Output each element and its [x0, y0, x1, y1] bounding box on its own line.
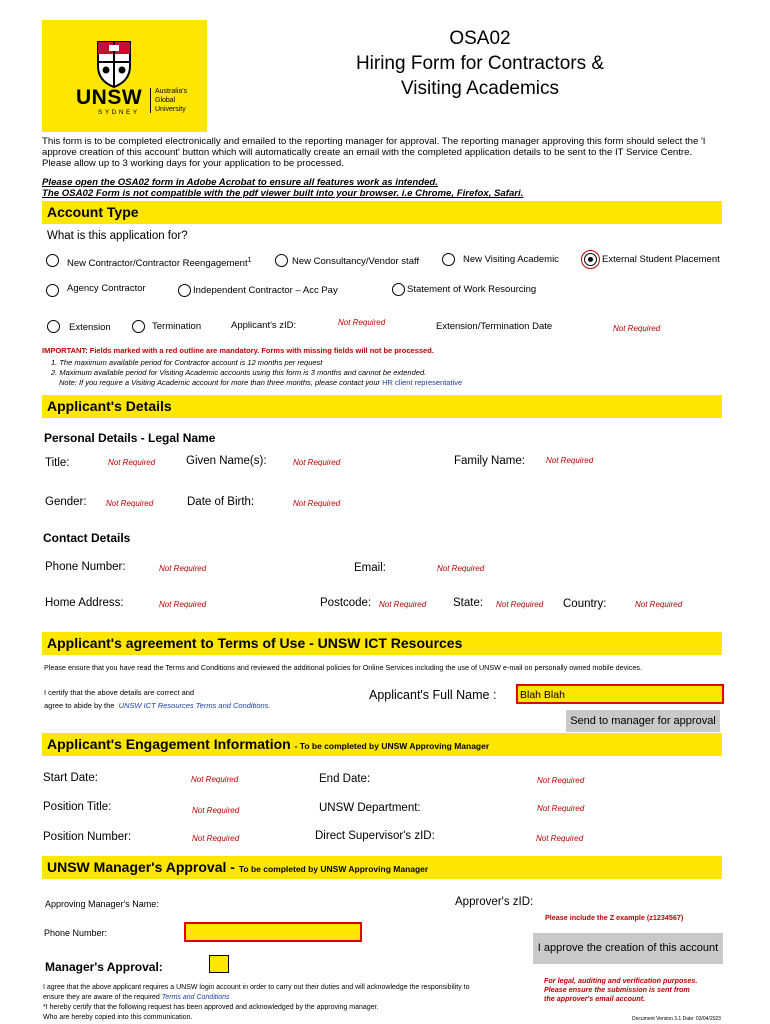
legal-note-line2: Please ensure the submission is sent from: [544, 985, 690, 994]
postcode-field[interactable]: Not Required: [379, 600, 427, 609]
engagement-heading: [42, 733, 722, 756]
department-field[interactable]: Not Required: [537, 804, 585, 813]
unsw-logo: [42, 20, 207, 132]
label-zid: Applicant's zID:: [231, 320, 297, 331]
radio-agency[interactable]: [46, 284, 59, 297]
personal-details-heading: Personal Details - Legal Name: [44, 431, 216, 445]
note-3: Note: If you require a Visiting Academic account for more than three months, please contact your HR client representative: [59, 378, 463, 387]
given-name-field[interactable]: Not Required: [293, 458, 341, 467]
label-visiting-academic: New Visiting Academic: [463, 254, 559, 265]
label-dob: Date of Birth:: [187, 496, 255, 508]
form-title-line1: Hiring Form for Contractors &: [355, 53, 605, 74]
form-code: OSA02: [449, 28, 511, 49]
label-title: Title:: [45, 457, 70, 469]
terms-text: Please ensure that you have read the Terms and Conditions and reviewed the additional policies for Online Services including the use of UNSW e-mail on personally owned mobile devices.: [44, 663, 642, 672]
approval-checkbox[interactable]: [209, 955, 229, 973]
label-given-name: Given Name(s):: [186, 455, 267, 467]
label-state: State:: [453, 597, 484, 609]
radio-termination[interactable]: [132, 320, 145, 333]
label-consultancy: New Consultancy/Vendor staff: [292, 256, 420, 267]
radio-independent[interactable]: [178, 284, 191, 297]
terms-heading: Applicant's agreement to Terms of Use - UNSW ICT Resources: [42, 632, 722, 655]
label-agency: Agency Contractor: [67, 283, 146, 294]
label-manager-approval: Manager's Approval:: [45, 960, 163, 974]
label-manager-name: Approving Manager's Name:: [45, 899, 159, 909]
crest-icon: [94, 38, 134, 88]
warning-line1: Please open the OSA02 form in Adobe Acrobat to ensure all features work as intended.: [42, 177, 438, 188]
logo-tagline: Australia's Global University: [155, 88, 188, 113]
note-2: 2. Maximum available period for Visiting Academic accounts using this form is 3 months and cannot be extended.: [51, 368, 427, 377]
phone-field[interactable]: Not Required: [159, 564, 207, 573]
label-email: Email:: [354, 562, 386, 574]
logo-wordmark: UNSW: [76, 86, 143, 109]
label-country: Country:: [563, 598, 607, 610]
form-title-line2: Visiting Academics: [400, 78, 560, 99]
label-end-date: End Date:: [319, 773, 371, 785]
label-independent: Independent Contractor – Acc Pay: [193, 285, 338, 296]
radio-new-contractor[interactable]: [46, 254, 59, 267]
terms-conditions-link[interactable]: Terms and Conditions: [161, 994, 230, 1001]
label-postcode: Postcode:: [320, 597, 372, 609]
label-ext-date: Extension/Termination Date: [436, 321, 553, 332]
label-department: UNSW Department:: [319, 802, 421, 814]
applicant-details-heading: Applicant's Details: [42, 395, 722, 418]
hr-rep-link[interactable]: HR client representative: [382, 378, 463, 387]
intro-text: This form is to be completed electronically and emailed to the reporting manager for approval. The reporting manager approving this form should select the 'I approve creation of this account' button which will automatically create an email with the completed application details to be sent to the IT Service Centre. Please allow up to 3 working days for your application to be processed.: [42, 136, 706, 169]
logo-divider: [150, 88, 151, 113]
send-to-manager-button[interactable]: Send to manager for approval: [566, 710, 720, 732]
certify-line2: agree to abide by the UNSW ICT Resources Terms and Conditions.: [44, 701, 271, 710]
account-notes: [51, 358, 462, 388]
dob-field[interactable]: Not Required: [293, 499, 341, 508]
engagement-sub: - To be completed by UNSW Approving Manager: [294, 741, 490, 751]
label-position-title: Position Title:: [43, 801, 112, 813]
note-1: 1. The maximum available period for Contractor account is 12 months per request: [51, 358, 323, 367]
end-date-field[interactable]: Not Required: [537, 776, 585, 785]
address-field[interactable]: Not Required: [159, 600, 207, 609]
manager-approval-heading: [42, 856, 722, 879]
label-new-contractor: New Contractor/Contractor Reengagement$^1$: [67, 257, 252, 270]
family-name-field[interactable]: Not Required: [546, 456, 594, 465]
full-name-input[interactable]: Blah Blah: [516, 684, 724, 704]
label-extension: Extension: [69, 322, 111, 333]
label-family-name: Family Name:: [454, 455, 525, 467]
engagement-title: Applicant's Engagement Information: [47, 736, 291, 752]
label-sow: Statement of Work Resourcing: [407, 284, 537, 295]
radio-sow[interactable]: [392, 283, 405, 296]
label-phone: Phone Number:: [45, 561, 126, 573]
label-gender: Gender:: [45, 496, 87, 508]
zid-field[interactable]: Not Required: [338, 318, 386, 327]
radio-external-placement[interactable]: [584, 253, 597, 266]
ict-terms-link[interactable]: UNSW ICT Resources Terms and Conditions.: [118, 701, 271, 710]
application-question: What is this application for?: [47, 230, 188, 242]
label-external-placement: External Student Placement: [602, 254, 720, 265]
radio-visiting-academic[interactable]: [442, 253, 455, 266]
label-approver-zid: Approver's zID:: [455, 896, 534, 908]
legal-note: [544, 976, 697, 1003]
contact-details-heading: Contact Details: [43, 531, 131, 545]
z-example-hint: Please include the Z example (z1234567): [545, 913, 684, 922]
label-supervisor: Direct Supervisor's zID:: [315, 830, 435, 842]
warning-line2: The OSA02 Form is not compatible with the pdf viewer built into your browser. i.e Chrome, Firefox, Safari.: [42, 188, 524, 199]
manager-phone-input[interactable]: [184, 922, 362, 942]
label-full-name: Applicant's Full Name :: [369, 688, 497, 702]
supervisor-field[interactable]: Not Required: [536, 834, 584, 843]
logo-city: SYDNEY: [98, 109, 140, 116]
agreement-text: [43, 983, 523, 1023]
position-title-field[interactable]: Not Required: [192, 806, 240, 815]
agree-line2: ensure they are aware of the required Terms and Conditions: [43, 994, 230, 1001]
radio-extension[interactable]: [47, 320, 60, 333]
email-field[interactable]: Not Required: [437, 564, 485, 573]
legal-note-line1: For legal, auditing and verification purposes.: [544, 976, 698, 985]
approve-account-button[interactable]: I approve the creation of this account: [533, 933, 723, 964]
country-field[interactable]: Not Required: [635, 600, 683, 609]
agree-line1: I agree that the above applicant requires a UNSW login account in order to carry out their duties and will acknowledge the responsibility to: [43, 984, 470, 991]
gender-field[interactable]: Not Required: [106, 499, 154, 508]
account-type-heading: Account Type: [42, 201, 722, 224]
label-address: Home Address:: [45, 597, 124, 609]
agree-line4: Who are hereby copied into this communication.: [43, 1014, 193, 1021]
ext-date-field[interactable]: Not Required: [613, 324, 661, 333]
acrobat-warning: [42, 177, 722, 199]
label-termination: Termination: [152, 321, 202, 332]
agree-line3: *I hereby certify that the following request has been approved and acknowledged by the approving manager.: [43, 1004, 379, 1011]
state-field[interactable]: Not Required: [496, 600, 544, 609]
radio-consultancy[interactable]: [275, 254, 288, 267]
document-version: Document Version 3.1 Date: 03/04/2023: [632, 1016, 721, 1022]
certify-line1: I certify that the above details are correct and: [44, 688, 195, 697]
title-field[interactable]: Not Required: [108, 458, 156, 467]
label-start-date: Start Date:: [43, 772, 98, 784]
label-manager-phone: Phone Number:: [44, 928, 108, 938]
legal-note-line3: the approver's email account.: [544, 994, 646, 1003]
important-notice: IMPORTANT: Fields marked with a red outline are mandatory. Forms with missing fields will not be processed.: [42, 346, 434, 355]
manager-sub: To be completed by UNSW Approving Manager: [238, 864, 429, 874]
form-title: [330, 26, 630, 101]
start-date-field[interactable]: Not Required: [191, 775, 239, 784]
position-number-field[interactable]: Not Required: [192, 834, 240, 843]
manager-title: UNSW Manager's Approval -: [47, 859, 235, 875]
certify-text: [44, 686, 271, 712]
label-position-number: Position Number:: [43, 831, 132, 843]
